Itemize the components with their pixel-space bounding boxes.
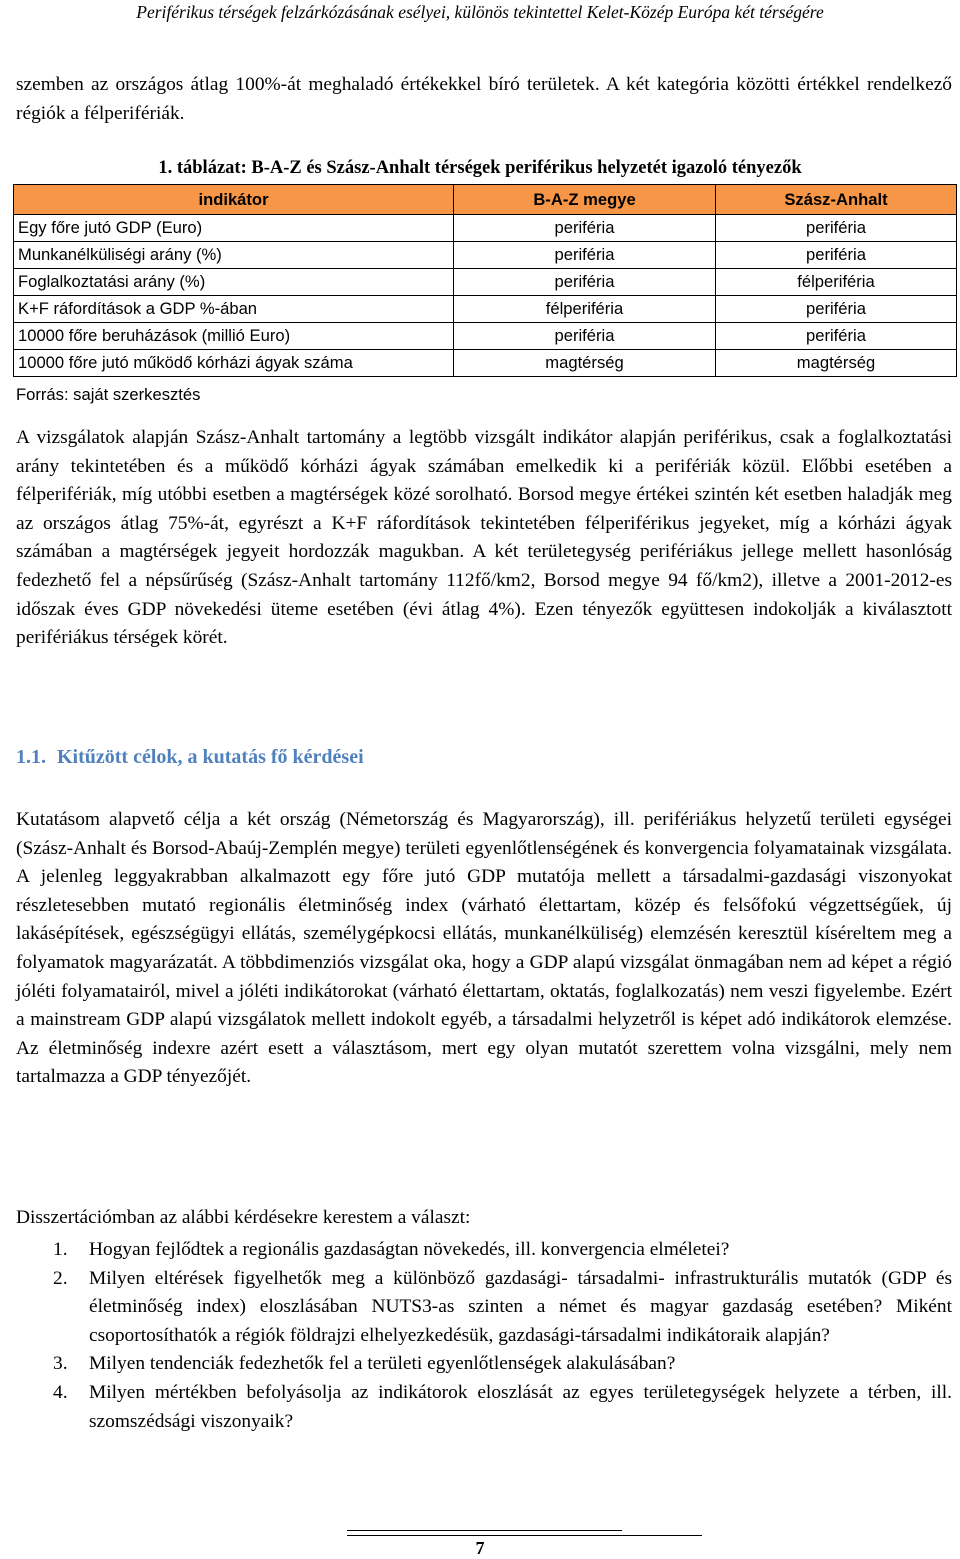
table-cell: periféria xyxy=(454,323,716,350)
table-cell: K+F ráfordítások a GDP %-ában xyxy=(14,296,454,323)
table-cell: Munkanélküliségi arány (%) xyxy=(14,242,454,269)
section-number: 1.1. xyxy=(16,746,46,768)
table-caption: 1. táblázat: B-A-Z és Szász-Anhalt térségek periférikus helyzetét igazoló tényezők xyxy=(158,158,802,178)
list-item xyxy=(16,1379,952,1436)
table-cell: periféria xyxy=(716,323,957,350)
paragraph-goals: Kutatásom alapvető célja a két ország (Németország és Magyarország), ill. perifériákus helyzetű területi egységei (Szász-Anhalt és Borsod-Abaúj-Zemplén megye) területi egyenlőtlenségének és konvergencia folyamatainak vizsgálata. A jelenleg leggyakrabban alkalmazott egy főre jutó GDP mutatója mellett a társadalmi-gazdasági viszonyokat részletesebben mutató regionális életminőség index (várható élettartam, közép és felsőfokú végzettségűek, új lakásépítések, egészségügyi ellátás, személygépkocsi ellátás, munkanélküliség) elemzésén keresztül kíséreltem meg a folyamatok magyarázatát. A többdimenziós vizsgálat oka, hogy a GDP alapú vizsgálat önmagában nem ad képet a régió jóléti folyamatairól, mivel a jóléti indikátorokat (várható élettartam, oktatás, foglalkozatás) nem veszi figyelembe. Ezért a mainstream GDP alapú vizsgálatok mellett indokolt egyéb, a társadalmi helyzetről is képet adó indikátorok elemzése. Az életminőség indexre azért esett a választásom, mert egy olyan mutatót szerettem volna vizsgálni, mely nem tartalmazza a GDP tényezőjét. xyxy=(16,809,952,1088)
list-item xyxy=(16,1236,952,1265)
table-row xyxy=(14,323,957,350)
table-cell: periféria xyxy=(716,215,957,242)
table-row xyxy=(14,350,957,377)
indicator-table xyxy=(13,184,957,377)
table-row xyxy=(14,296,957,323)
table-source-note: Forrás: saját szerkesztés xyxy=(16,385,201,404)
table-cell: Egy főre jutó GDP (Euro) xyxy=(14,215,454,242)
table-cell: periféria xyxy=(716,242,957,269)
list-item-text: Milyen mértékben befolyásolja az indikátorok eloszlását az egyes területegységek helyzete a térben, ill. szomszédsági viszonyaik? xyxy=(89,1381,952,1432)
table-cell: periféria xyxy=(454,242,716,269)
running-header: Periférikus térségek felzárkózásának esélyei, különös tekintettel Kelet-Közép Európa két térségére xyxy=(136,2,824,22)
column-header-szasz-anhalt: Szász-Anhalt xyxy=(716,185,957,215)
page-number: 7 xyxy=(475,1538,485,1558)
section-heading xyxy=(16,746,364,769)
list-item-text: Hogyan fejlődtek a regionális gazdaságtan növekedés, ill. konvergencia elméletei? xyxy=(89,1239,730,1260)
footer-divider xyxy=(347,1530,622,1531)
list-item-text: Milyen eltérések figyelhetők meg a különböző gazdasági- társadalmi- infrastrukturális mutatók (GDP és életminőség index) eloszlásában NUTS3-as szinten a német és magyar gazdaság esetében? Miként csoportosíthatók a régiók földrajzi elhelyezkedésük, gazdasági-társadalmi indikátoraik alapján? xyxy=(89,1267,952,1346)
list-item-number: 3. xyxy=(53,1353,68,1375)
research-questions-list xyxy=(16,1236,952,1436)
paragraph-intro: szemben az országos átlag 100%-át meghaladó értékekkel bíró területek. A két kategória közötti értékkel rendelkező régiók a félperifériák. xyxy=(16,74,952,124)
list-item-number: 2. xyxy=(53,1267,68,1289)
table-cell: magtérség xyxy=(454,350,716,377)
column-header-baz: B-A-Z megye xyxy=(454,185,716,215)
table-cell: periféria xyxy=(454,215,716,242)
table-cell: 10000 főre jutó működő kórházi ágyak száma xyxy=(14,350,454,377)
list-item-text: Milyen tendenciák fedezhetők fel a területi egyenlőtlenségek alakulásában? xyxy=(89,1353,676,1375)
table-row xyxy=(14,242,957,269)
table-cell: félperiféria xyxy=(716,269,957,296)
table-cell: félperiféria xyxy=(454,296,716,323)
list-item xyxy=(16,1265,952,1351)
table-row xyxy=(14,215,957,242)
footer-divider xyxy=(347,1535,702,1536)
table-cell: periféria xyxy=(716,296,957,323)
paragraph-analysis: A vizsgálatok alapján Szász-Anhalt tartomány a legtöbb vizsgált indikátor alapján periférikus, csak a foglalkoztatási arány tekintetében és a működő kórházi ágyak számában emelkedik ki a perifériák közül. Előbbi esetében a félperifériák, míg utóbbi esetben a magtérségek közé sorolható. Borsod megye értékei szintén két esetben haladják meg az országos átlag 75%-át, egyrészt a K+F ráfordítások tekintetében félperiférikus jegyeket, míg a kórházi ágyak számában a magtérségek jegyeit hordozzák magukban. A két területegység perifériákus jellege mellett hasonlóság fedezhető fel a népsűrűség (Szász-Anhalt tartomány 112fő/km2, Borsod megye 94 fő/km2), illetve a 2001-2012-es időszak éves GDP növekedési üteme esetében (évi átlag 4%). Ezen tényezők együttesen indokolják a kiválasztott perifériákus térségek körét. xyxy=(16,427,952,649)
table-header-row xyxy=(14,185,957,215)
section-title: Kitűzött célok, a kutatás fő kérdései xyxy=(57,746,364,768)
list-item xyxy=(16,1350,952,1379)
column-header-indicator: indikátor xyxy=(14,185,454,215)
table-row xyxy=(14,269,957,296)
table-cell: 10000 főre beruházások (millió Euro) xyxy=(14,323,454,350)
table-cell: magtérség xyxy=(716,350,957,377)
list-item-number: 4. xyxy=(53,1381,68,1403)
list-item-number: 1. xyxy=(53,1239,68,1260)
table-cell: periféria xyxy=(454,269,716,296)
questions-intro: Disszertációmban az alábbi kérdésekre kerestem a választ: xyxy=(16,1207,471,1228)
table-cell: Foglalkoztatási arány (%) xyxy=(14,269,454,296)
